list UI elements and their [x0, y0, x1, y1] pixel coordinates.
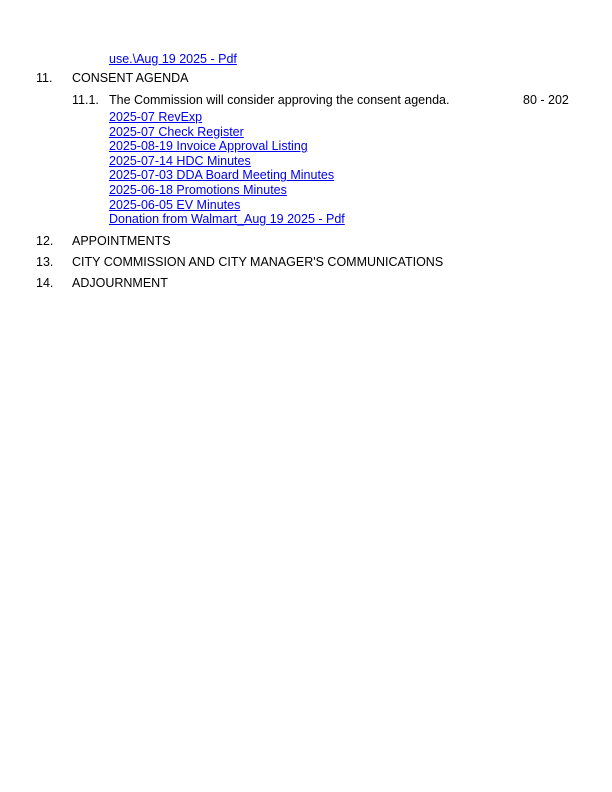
attachment-link-ev-minutes[interactable]: 2025-06-05 EV Minutes — [109, 197, 241, 212]
item-description: The Commission will consider approving the consent agenda. — [109, 93, 450, 107]
attachment-link-pdf[interactable]: use.\Aug 19 2025 - Pdf — [109, 52, 237, 66]
attachment-link-dda-minutes[interactable]: 2025-07-03 DDA Board Meeting Minutes — [109, 168, 335, 183]
attachment-link-check-register[interactable]: 2025-07 Check Register — [109, 124, 244, 139]
item-number: 11.1. — [72, 93, 99, 107]
attachment-link-invoice-approval[interactable]: 2025-08-19 Invoice Approval Listing — [109, 139, 308, 154]
section-number: 14. — [36, 276, 54, 290]
section-title-appointments: APPOINTMENTS — [72, 234, 171, 248]
section-title-adjournment: ADJOURNMENT — [72, 276, 168, 290]
attachment-link-promotions-minutes[interactable]: 2025-06-18 Promotions Minutes — [109, 182, 287, 197]
attachment-link-walmart-donation[interactable]: Donation from Walmart_Aug 19 2025 - Pdf — [109, 212, 345, 227]
attachment-link-revexp[interactable]: 2025-07 RevExp — [109, 110, 203, 124]
attachment-links-list — [109, 110, 345, 227]
attachment-link-hdc-minutes[interactable]: 2025-07-14 HDC Minutes — [109, 153, 251, 168]
section-number: 11. — [36, 71, 53, 85]
section-number: 13. — [36, 255, 54, 269]
page-range: 80 - 202 — [523, 93, 569, 107]
section-title-consent-agenda: CONSENT AGENDA — [72, 71, 189, 85]
section-title-communications: CITY COMMISSION AND CITY MANAGER'S COMMUNICATIONS — [72, 255, 444, 269]
section-number: 12. — [36, 234, 54, 248]
